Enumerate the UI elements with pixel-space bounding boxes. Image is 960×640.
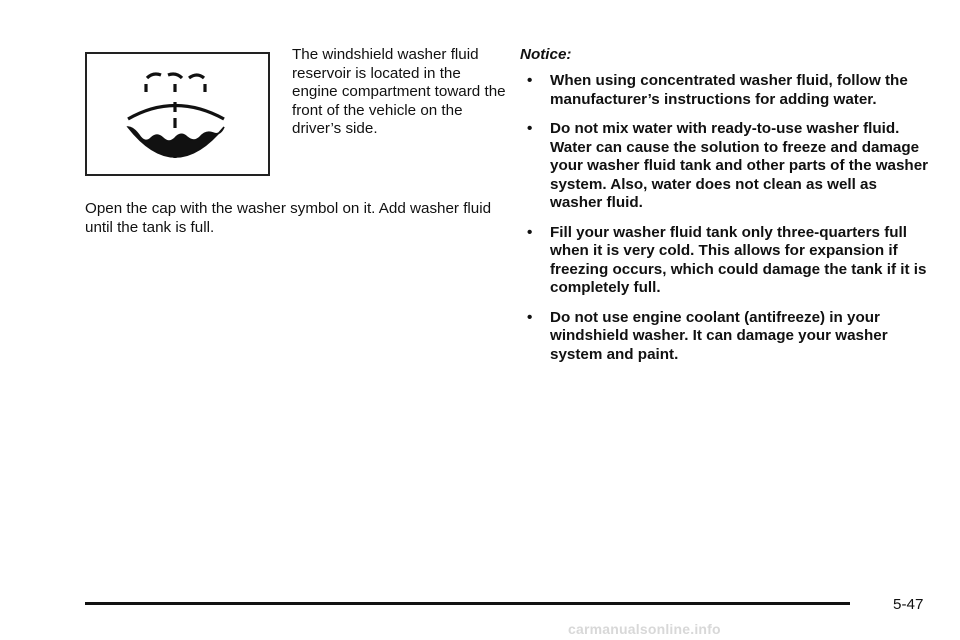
bullet-icon: • — [527, 120, 533, 137]
page-number: 5-47 — [893, 596, 924, 613]
notice-item-text: When using concentrated washer fluid, follow the manufacturer’s instructions for adding water. — [550, 72, 908, 108]
notice-item — [520, 72, 930, 109]
notice-list — [520, 72, 930, 375]
footer-rule — [85, 602, 850, 605]
notice-item — [520, 120, 930, 213]
watermark: carmanualsonline.info — [568, 621, 721, 637]
reservoir-location-paragraph: The windshield washer fluid reservoir is located in the engine compartment toward the front of the vehicle on the driver’s side. — [292, 46, 506, 137]
notice-item-text: Do not use engine coolant (antifreeze) in your windshield washer. It can damage your washer system and paint. — [550, 308, 888, 363]
notice-item-text: Do not mix water with ready-to-use washer fluid. Water can cause the solution to freeze and damage your washer fluid tank and other parts of the washer system. Also, water does not clean as well as washer fluid. — [550, 120, 929, 211]
notice-heading: Notice: — [520, 46, 572, 63]
notice-item-text: Fill your washer fluid tank only three-quarters full when it is very cold. This allows for expansion if freezing occurs, which could damage the tank if it is completely full. — [550, 223, 927, 296]
bullet-icon: • — [527, 308, 533, 326]
notice-item — [520, 224, 930, 298]
windshield-washer-symbol-icon — [87, 54, 268, 174]
add-fluid-paragraph: Open the cap with the washer symbol on it. Add washer fluid until the tank is full. — [85, 200, 492, 236]
bullet-icon: • — [527, 223, 533, 241]
windshield-washer-symbol-box — [85, 52, 270, 176]
notice-item — [520, 309, 930, 365]
bullet-icon: • — [527, 72, 533, 89]
